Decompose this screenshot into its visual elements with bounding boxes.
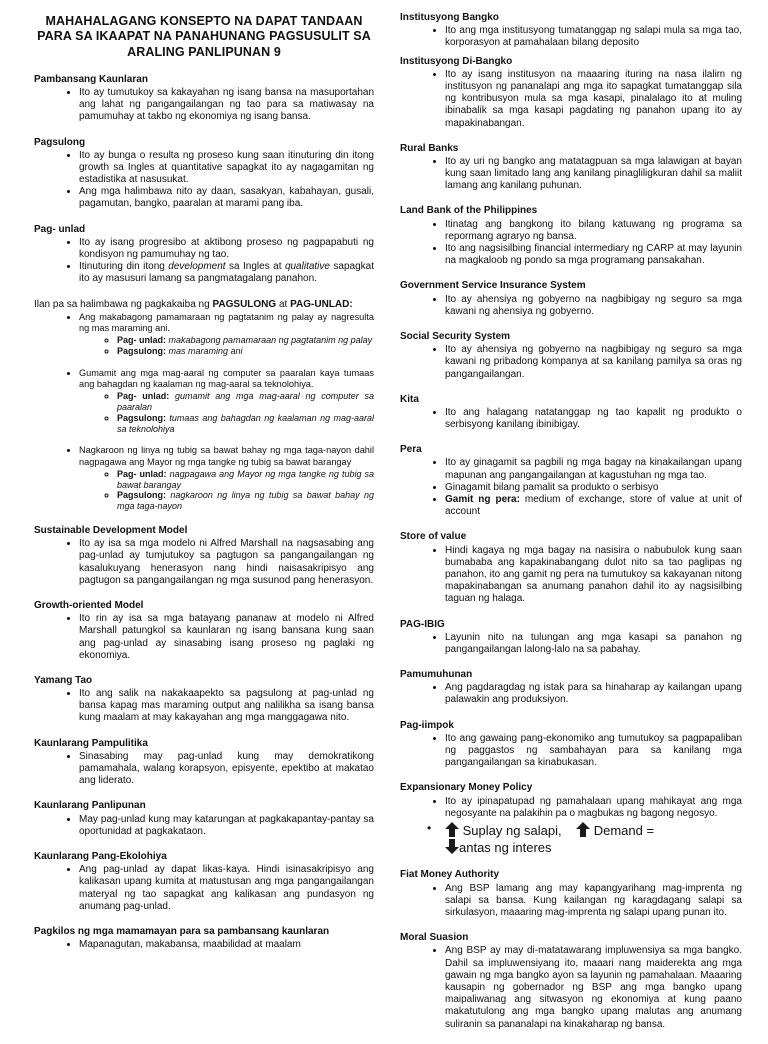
bullet-item: • Ito ay bunga o resulta ng proseso kung saan itinuturing din itong growth sa Ingles at quantitative sapagkat ito ay nagagamitan ng estadistika at nasusukat.: [79, 150, 374, 187]
section-heading: Social Security System: [400, 330, 511, 342]
bullet-item: • Ito ay ahensiya ng gobyerno na nagbibigay ng seguro sa mga kawani ng ahensiya ng gobyerno.: [445, 294, 742, 318]
text-run: sa Ingles at: [225, 261, 285, 273]
section-fiat-money-authority: [400, 869, 742, 919]
section-gsis: [400, 280, 742, 318]
right-column: [400, 12, 742, 1044]
document-title: [34, 14, 374, 60]
sub-item: [117, 346, 374, 357]
section-heading: Fiat Money Authority: [400, 869, 500, 881]
section-heading: Pera: [400, 444, 422, 456]
text-run: Ilan pa sa halimbawa ng pagkakaiba ng: [34, 298, 213, 310]
section-heading: Kaunlarang Pang-Ekolohiya: [34, 850, 167, 862]
text-run: PAG-UNLAD:: [290, 298, 353, 310]
bullet-item: • Ito ang nagsisilbing financial intermediary ng CARP at may layunin na magkaloob ng pondo sa mga programang pansakahan.: [445, 243, 742, 267]
text-run: sapagkat ito ay masusuri lamang sa pangmatagalang panahon.: [79, 261, 375, 285]
section-heading: Government Service Insurance System: [400, 280, 586, 292]
bullet-item: • Hindi kagaya ng mga bagay na nasisira o nabubulok kung saan bumababa ang kapakinabangang dulot nito sa tao paglipas ng panahon, ito ang gamit ng pera na tumutukoy sa kakayanan nitong mapakinabangan sa anumang panahon dahil ito ay nagsisilbing taguan ng halaga.: [445, 545, 742, 606]
section-heading: Yamang Tao: [34, 674, 93, 686]
section-heading: Expansionary Money Policy: [400, 782, 533, 794]
section-heading: Sustainable Development Model: [34, 525, 188, 537]
arrow-down-icon: [445, 839, 459, 854]
section-heading: Kaunlarang Panlipunan: [34, 800, 146, 812]
section-heading: Land Bank of the Philippines: [400, 205, 538, 217]
bullet-item: • Ito ay ginagamit sa pagbili ng mga bagay na kinakailangan upang mapunan ang pangangailangan at kagustuhan ng mga tao.: [445, 457, 742, 481]
bullet-item: • Ito ay uri ng bangko ang matatagpuan sa mga lalawigan at bayan kung saan limitado lang ang kanilang pinagliligkuran dahil sa maliit lamang ang kanilang puhunan.: [445, 156, 742, 193]
bullet-item: • Ang mga halimbawa nito ay daan, sasakyan, kabahayan, gusali, pagamutan, bangko, paaralan at marami pang iba.: [79, 186, 374, 210]
sub-item: [117, 469, 374, 491]
example-text: Nagkaroon ng linya ng tubig sa bawat bahay ng mga taga-nayon dahil nagpagawa ang Mayor ng mga tangke ng tubig sa bawat barangay: [79, 445, 374, 467]
section-examples: [34, 299, 374, 512]
examples-intro: [34, 299, 374, 311]
title-line: MAHAHALAGANG KONSEPTO NA DAPAT TANDAAN: [45, 14, 363, 28]
equation-item: [445, 822, 742, 857]
text-run: PAGSULONG: [212, 298, 277, 310]
sub-label: Pagsulong:: [117, 490, 166, 501]
section-pag-iimpok: [400, 720, 742, 770]
bullet-item: • Ito ay isang institusyon na maaaring ituring na nasa ilalim ng institusyon ng pananalapi ang mga ito sapagkat tumatanggap sila ng kontribusyon mula sa mga kasapi, pinalalago ito at muling ibinabalik sa mga kasapi pagdating ng panahon upang ito ay mapakinabangan.: [445, 69, 742, 130]
text-run: qualitative: [284, 261, 330, 273]
bullet-item: • Ang pagdaragdag ng istak para sa hinaharap ay kailangan upang palawakin ang produksiyon.: [445, 682, 742, 706]
section-expansionary-money-policy: [400, 782, 742, 856]
bullet-item: • Ito rin ay isa sa mga batayang pananaw at modelo ni Alfred Marshall patungkol sa kaunlaran ng isang bansana kung saan ang pag-unlad ay sinasabing isang proseso ng paglaki ng ekonomiya.: [79, 613, 374, 662]
text-run: at: [276, 298, 291, 310]
section-heading: Pambansang Kaunlaran: [34, 73, 148, 85]
section-heading: Pag-iimpok: [400, 719, 454, 731]
sub-text: nagkaroon ng linya ng tubig sa bawat bahay ng mga taga-nayon: [117, 490, 374, 512]
title-line: PARA SA IKAAPAT NA PANAHUNANG PAGSUSULIT SA: [37, 29, 371, 44]
section-heading: Rural Banks: [400, 142, 459, 154]
equation-text: Suplay ng salapi,: [462, 822, 562, 838]
sub-item: [117, 413, 374, 435]
sub-text: tumaas ang bahagdan ng kaalaman ng mag-aaral sa teknolohiya: [117, 412, 374, 434]
text-run: medium of exchange, store of value at unit of account: [445, 494, 742, 518]
arrow-up-icon: [445, 822, 459, 837]
section-growth-oriented-model: [34, 599, 388, 662]
section-pera: [400, 444, 742, 518]
section-heading: Moral Suasion: [400, 932, 469, 944]
example-item: [79, 368, 374, 435]
section-kaunlarang-pampulitika: [34, 738, 374, 788]
section-yamang-tao: [34, 675, 374, 725]
sub-text: makabagong pamamaraan ng pagtatanim ng palay: [168, 335, 373, 346]
left-column: [34, 12, 388, 964]
sub-text: mas maraming ani: [168, 345, 243, 356]
bullet-item: • Ang BSP ay may di-matatawarang impluwensiya sa mga bangko. Dahil sa impluwensiyang ito, maaari nang maiderekta ang mga gawain ng mga bangko ayon sa layunin ng pamahalaan. Maaaring kausapin ng gobernador ng BSP ang mga bangko upang maipaliwanag ang sitwasyon ng ekonomiya at kung paano makatutulong ang mga bangko upang malutas ang anumang suliranin sa pananalapi na kinakaharap ng bansa.: [445, 945, 742, 1030]
section-pamumuhunan: [400, 669, 742, 707]
bullet-item: • Ito ang gawaing pang-ekonomiko ang tumutukoy sa pagpapaliban ng paggastos ng sambahayan para sa kanilang mga pangangailangan sa kinabukasan.: [445, 733, 742, 770]
section-pag-unlad: [34, 224, 374, 286]
section-heading: Store of value: [400, 531, 467, 543]
section-heading: Institusyong Di-Bangko: [400, 55, 513, 67]
text-run: Itinuturing din itong: [79, 261, 169, 273]
section-heading: Pagsulong: [34, 136, 86, 148]
section-heading: Kita: [400, 393, 419, 405]
sub-label: Pagsulong:: [117, 345, 166, 356]
example-text: Gumamit ang mga mag-aaral ng computer sa paaralan kaya tumaas ang bahagdan ng kaalaman ng mag-aaral sa teknolohiya.: [79, 367, 374, 389]
sub-label: Pag- unlad:: [117, 335, 166, 346]
bullet-item: • Ito ay tumutukoy sa kakayahan ng isang bansa na masuportahan ang lahat ng pangangailangan ng tao para sa matiwasay na pamumuhay at takbo ng ekonomiya ng isang bansa.: [79, 87, 374, 124]
sub-label: Pagsulong:: [117, 412, 166, 423]
sub-text: gumamit ang mga mag-aaral ng computer sa paaralan: [117, 391, 375, 413]
bullet-item: • Ito ang salik na nakakaapekto sa pagsulong at pag-unlad ng bansa kapag mas maraming output ang nalilikha sa isang bansa kung maalam at may kakayahan ang mga manggagawa nito.: [79, 688, 374, 725]
title-line: ARALING PANLIPUNAN 9: [127, 44, 281, 59]
section-heading: Institusyong Bangko: [400, 12, 499, 23]
bullet-item: • Ang BSP lamang ang may kapangyarihang mag-imprenta ng salapi sa bansa. Kung kailangan ng karagdagang salapi sa sirkulasyon, maaaring mag-imprenta ng salapi upang punan ito.: [445, 883, 742, 920]
text-run: development: [168, 261, 226, 273]
section-sustainable-development-model: [34, 525, 374, 587]
sub-item: [117, 335, 374, 346]
section-institusyong-di-bangko: [400, 56, 742, 130]
bullet-item: • Ang pag-unlad ay dapat likas-kaya. Hindi isinasakripisyo ang kalikasan upang kumita at matustusan ang mga pangangailangan materyal ng tao sapagkat ang kalikasan ang pundasyon ng anumang pag-unlad.: [79, 864, 374, 913]
sub-item: [117, 490, 374, 512]
section-heading: Pagkilos ng mga mamamayan para sa pambansang kaunlaran: [34, 925, 330, 937]
bullet-item: • May pag-unlad kung may katarungan at pagkakapantay-pantay sa oportunidad at pagkakataon.: [79, 814, 374, 838]
equation-text: Demand =: [593, 822, 655, 838]
section-pagsulong: [34, 137, 374, 211]
section-institusyong-bangko: [400, 12, 742, 50]
text-run: Gamit ng pera:: [445, 494, 520, 505]
bullet-item: • Layunin nito na tulungan ang mga kasapi sa panahon ng pangangailangan lalong-lalo na sa pabahay.: [445, 632, 742, 656]
bullet-item: [79, 261, 374, 285]
example-text: Ang makabagong pamamaraan ng pagtatanim ng palay ay nagresulta ng mas maraming ani.: [79, 311, 374, 333]
bullet-item: • Ito ang mga institusyong tumatanggap ng salapi mula sa mga tao, korporasyon at pamahalaan bilang deposito: [445, 25, 742, 49]
bullet-item: • Ito ay isa sa mga modelo ni Alfred Marshall na nagsasabing ang pag-unlad ay tumjutukoy sa pagtugon sa pangangailangan ng kasalukuyang henerasyon nang hindi naisasakripisyo ang pagtugon sa pangangailangan ng mga susunod pang henerasyon.: [79, 538, 374, 587]
section-moral-suasion: [400, 932, 742, 1031]
section-heading: Kaunlarang Pampulitika: [34, 737, 148, 749]
bullet-item: • Ito ay ahensiya ng gobyerno na nagbibigay ng seguro sa mga kawani ng pribadong kompanya at sa kanilang pamilya sa oras ng pangangailangan.: [445, 344, 742, 381]
sub-label: Pag- unlad:: [117, 468, 167, 479]
bullet-item: • Ito ay ipinapatupad ng pamahalaan upang mahikayat ang mga negosyante na palakihin pa o magbukas ng bagong negosyo.: [445, 796, 742, 820]
bullet-item: • Ito ang halagang natatanggap ng tao kapalit ng produkto o serbisyong kanilang ibinibigay.: [445, 407, 742, 431]
section-sss: [400, 331, 742, 381]
section-heading: Pamumuhunan: [400, 669, 473, 681]
bullet-item: • Ito ay isang progresibo at aktibong proseso ng pagpapabuti ng kondisyon ng pamumuhay ng tao.: [79, 237, 374, 261]
section-kaunlarang-panlipunan: [34, 800, 374, 838]
section-heading: Pag- unlad: [34, 223, 86, 235]
section-pambansang-kaunlaran: [34, 74, 374, 124]
sub-label: Pag- unlad:: [117, 391, 170, 402]
equation-text: antas ng interes: [459, 840, 552, 856]
section-kita: [400, 394, 742, 432]
bullet-item: • Sinasabing may pag-unlad kung may demokratikong pamamahala, walang korapsyon, episyente, epektibo at makatao ang liderato.: [79, 751, 374, 788]
section-pagkilos: [34, 926, 374, 951]
section-kaunlarang-pang-ekolohiya: [34, 851, 374, 913]
example-item: [79, 312, 374, 357]
bullet-item: • Mapanagutan, makabansa, maabilidad at maalam: [79, 939, 374, 951]
section-rural-banks: [400, 143, 742, 193]
section-heading: PAG-IBIG: [400, 618, 445, 630]
section-land-bank: [400, 205, 742, 267]
sub-item: [117, 391, 374, 413]
arrow-up-icon: [576, 822, 590, 837]
sub-text: nagpagawa ang Mayor ng mga tangke ng tubig sa bawat barangay: [117, 468, 375, 490]
bullet-item: [445, 494, 742, 518]
example-item: [79, 445, 374, 512]
section-heading: Growth-oriented Model: [34, 599, 144, 611]
section-pag-ibig: [400, 619, 742, 657]
section-store-of-value: [400, 531, 742, 605]
bullet-item: • Itinatag ang bangkong ito bilang katuwang ng programa sa repormang agraryo ng bansa.: [445, 219, 742, 243]
bullet-item: • Ginagamit bilang pamalit sa produkto o serbisyo: [445, 482, 742, 494]
